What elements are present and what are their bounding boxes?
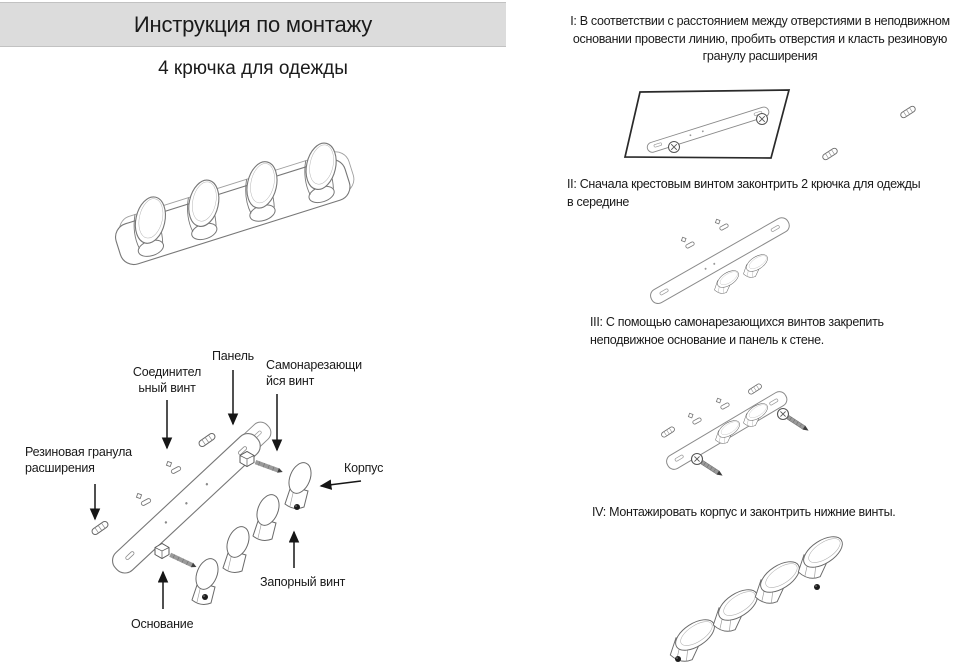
- step-text-line: основании провести линию, пробить отверстия и класть резиновую: [572, 31, 948, 46]
- label-line: йся винт: [266, 374, 315, 388]
- step-2-diagram: [648, 215, 792, 306]
- page-subtitle: 4 крючка для одежды: [158, 58, 348, 79]
- label-self-tapping-screw: [266, 357, 376, 389]
- step-text-line: III: С помощью самонарезающихся винтов закрепить: [590, 315, 884, 329]
- step-3-text: [590, 314, 970, 349]
- label-rubber-granule: [25, 444, 145, 476]
- label-line: расширения: [25, 461, 95, 475]
- step-text-line: в середине: [567, 194, 630, 209]
- label-connecting-screw: [125, 364, 209, 396]
- label-line: Резиновая гранула: [25, 445, 132, 459]
- page-title: Инструкция по монтажу: [133, 11, 373, 37]
- label-panel: Панель: [212, 349, 254, 363]
- step-text-line: неподвижное основание и панель к стене.: [590, 332, 824, 347]
- step-1-text: [556, 13, 964, 66]
- step-text-line: гранулу расширения: [702, 49, 818, 63]
- step-4-diagram: [670, 531, 847, 662]
- connecting-screw-lower: [155, 544, 198, 570]
- label-line: ьный винт: [138, 381, 196, 395]
- label-locking-screw: Запорный винт: [260, 575, 346, 589]
- step-3-diagram: [661, 383, 810, 478]
- title-bar: [0, 2, 506, 47]
- label-body: Корпус: [344, 461, 384, 475]
- step-2-text: [567, 176, 962, 211]
- step-text-line: IV: Монтажировать корпус и законтрить нижние винты.: [592, 505, 896, 519]
- step-1-diagram: [625, 90, 916, 161]
- step-text-line: I: В соответствии с расстоянием между отверстиями в неподвижном: [570, 14, 950, 28]
- label-base: Основание: [131, 617, 194, 631]
- step-4-text: [592, 504, 970, 522]
- product-drawing: [105, 132, 359, 269]
- step-text-line: II: Сначала крестовым винтом законтрить 2 крючка для одежды: [567, 177, 921, 191]
- connecting-screw-upper: [240, 452, 284, 475]
- label-line: Соединител: [132, 365, 202, 379]
- label-line: Самонарезающи: [266, 358, 362, 372]
